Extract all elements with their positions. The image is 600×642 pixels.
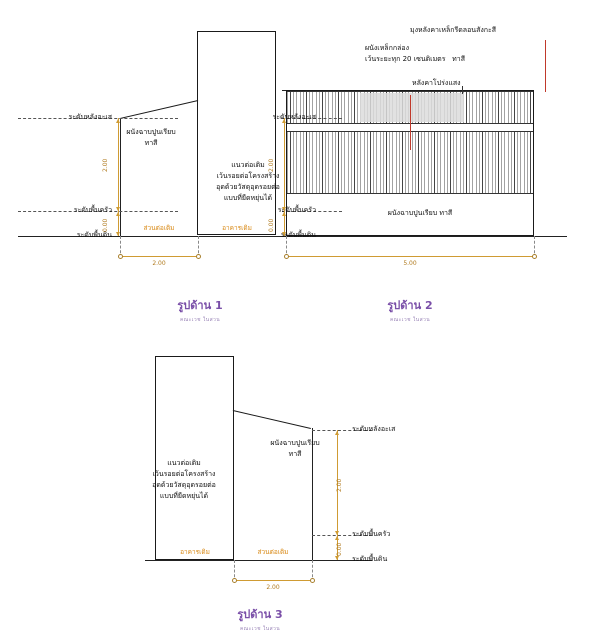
dimension-line-horizontal: [120, 256, 198, 257]
annotation-wall-plaster: ผนังฉาบปูนเรียบ ทาสี: [270, 439, 320, 458]
zone-label-existing: อาคารเดิม: [180, 548, 210, 556]
level-label-ground: ระดับพื้นดิน: [352, 555, 388, 563]
dimension-value-horizontal: 2.00: [152, 260, 166, 267]
level-line-ground: [145, 560, 372, 561]
level-label-floor: ระดับพื้นครัว: [277, 206, 316, 214]
dimension-line-horizontal: [286, 256, 534, 257]
level-label-roof: ระดับหลังอะเส: [352, 425, 396, 433]
leader-line-steel-box: [410, 95, 411, 150]
level-label-roof: ระดับหลังอะเส: [272, 113, 316, 121]
figure-3-caption: [200, 605, 320, 633]
dimension-value-vertical-2: 0.00: [268, 218, 275, 232]
level-label-floor: ระดับพื้นครัว: [352, 530, 391, 538]
figure-2-caption-sub: คณะเวช ในสวน: [389, 317, 431, 323]
dimension-value-vertical-2: 0.00: [336, 542, 343, 556]
figure-3: [90, 330, 510, 642]
annotation-joint: แนวต่อเติม เว้นรอยต่อโครงสร้าง อุดด้วยวัสดุอุดรอยต่อ แบบที่ยืดหยุ่นได้: [216, 161, 280, 202]
figure-3-caption-text: รูปด้าน 3: [237, 608, 283, 621]
figure-1-caption-text: รูปด้าน 1: [177, 299, 223, 312]
annotation-metal-roof: มุงหลังคาเหล็กรีดลอนสังกะสี: [410, 26, 497, 34]
dimension-value-vertical-1: 2.00: [336, 478, 343, 492]
level-label-roof: ระดับหลังอะเส: [68, 113, 112, 121]
zone-label-extension: ส่วนต่อเติม: [143, 224, 175, 232]
figure-1-caption-sub: คณะเวช ในสวน: [179, 317, 221, 323]
dimension-value-vertical-1: 2.00: [102, 158, 109, 172]
annotation-wall-plaster: ผนังฉาบปูนเรียบ ทาสี: [126, 128, 176, 147]
leader-line-translucent: [462, 86, 463, 94]
dimension-value-vertical-1: 2.00: [268, 158, 275, 172]
dimension-line-horizontal: [234, 580, 312, 581]
zone-label-existing: อาคารเดิม: [222, 224, 252, 232]
figure-2-caption-text: รูปด้าน 2: [387, 299, 433, 312]
figure-1: [0, 0, 300, 330]
figure-2: [268, 0, 600, 330]
annotation-joint: แนวต่อเติม เว้นรอยต่อโครงสร้าง อุดด้วยวัสดุอุดรอยต่อ แบบที่ยืดหยุ่นได้: [152, 459, 216, 500]
annotation-plaster-wall: ผนังฉาบปูนเรียบ ทาสี: [387, 209, 453, 217]
figure-3-caption-sub: คณะเวช ในสวน: [239, 626, 281, 632]
level-label-floor: ระดับพื้นครัว: [73, 206, 112, 214]
level-label-ground: ระดับพื้นดิน: [280, 231, 316, 239]
figure-1-caption: [140, 296, 260, 324]
dimension-line-vertical: [284, 118, 285, 211]
level-line-ground: [282, 236, 567, 237]
dimension-value-vertical-2: 0.00: [102, 218, 109, 232]
annotation-steel-box-wall: ผนังเหล็กกล่อง เว้นระยะทุก 20 เซนติเมตร ทาสี: [365, 44, 465, 64]
dimension-value-horizontal: 5.00: [403, 260, 417, 267]
annotation-translucent-roof: หลังคาโปร่งแสง: [412, 79, 461, 87]
dimension-value-horizontal: 2.00: [266, 584, 280, 591]
extension-outline: [120, 100, 198, 236]
zone-label-extension: ส่วนต่อเติม: [257, 548, 289, 556]
level-label-ground: ระดับพื้นดิน: [76, 231, 112, 239]
figure-2-caption: [350, 296, 470, 324]
